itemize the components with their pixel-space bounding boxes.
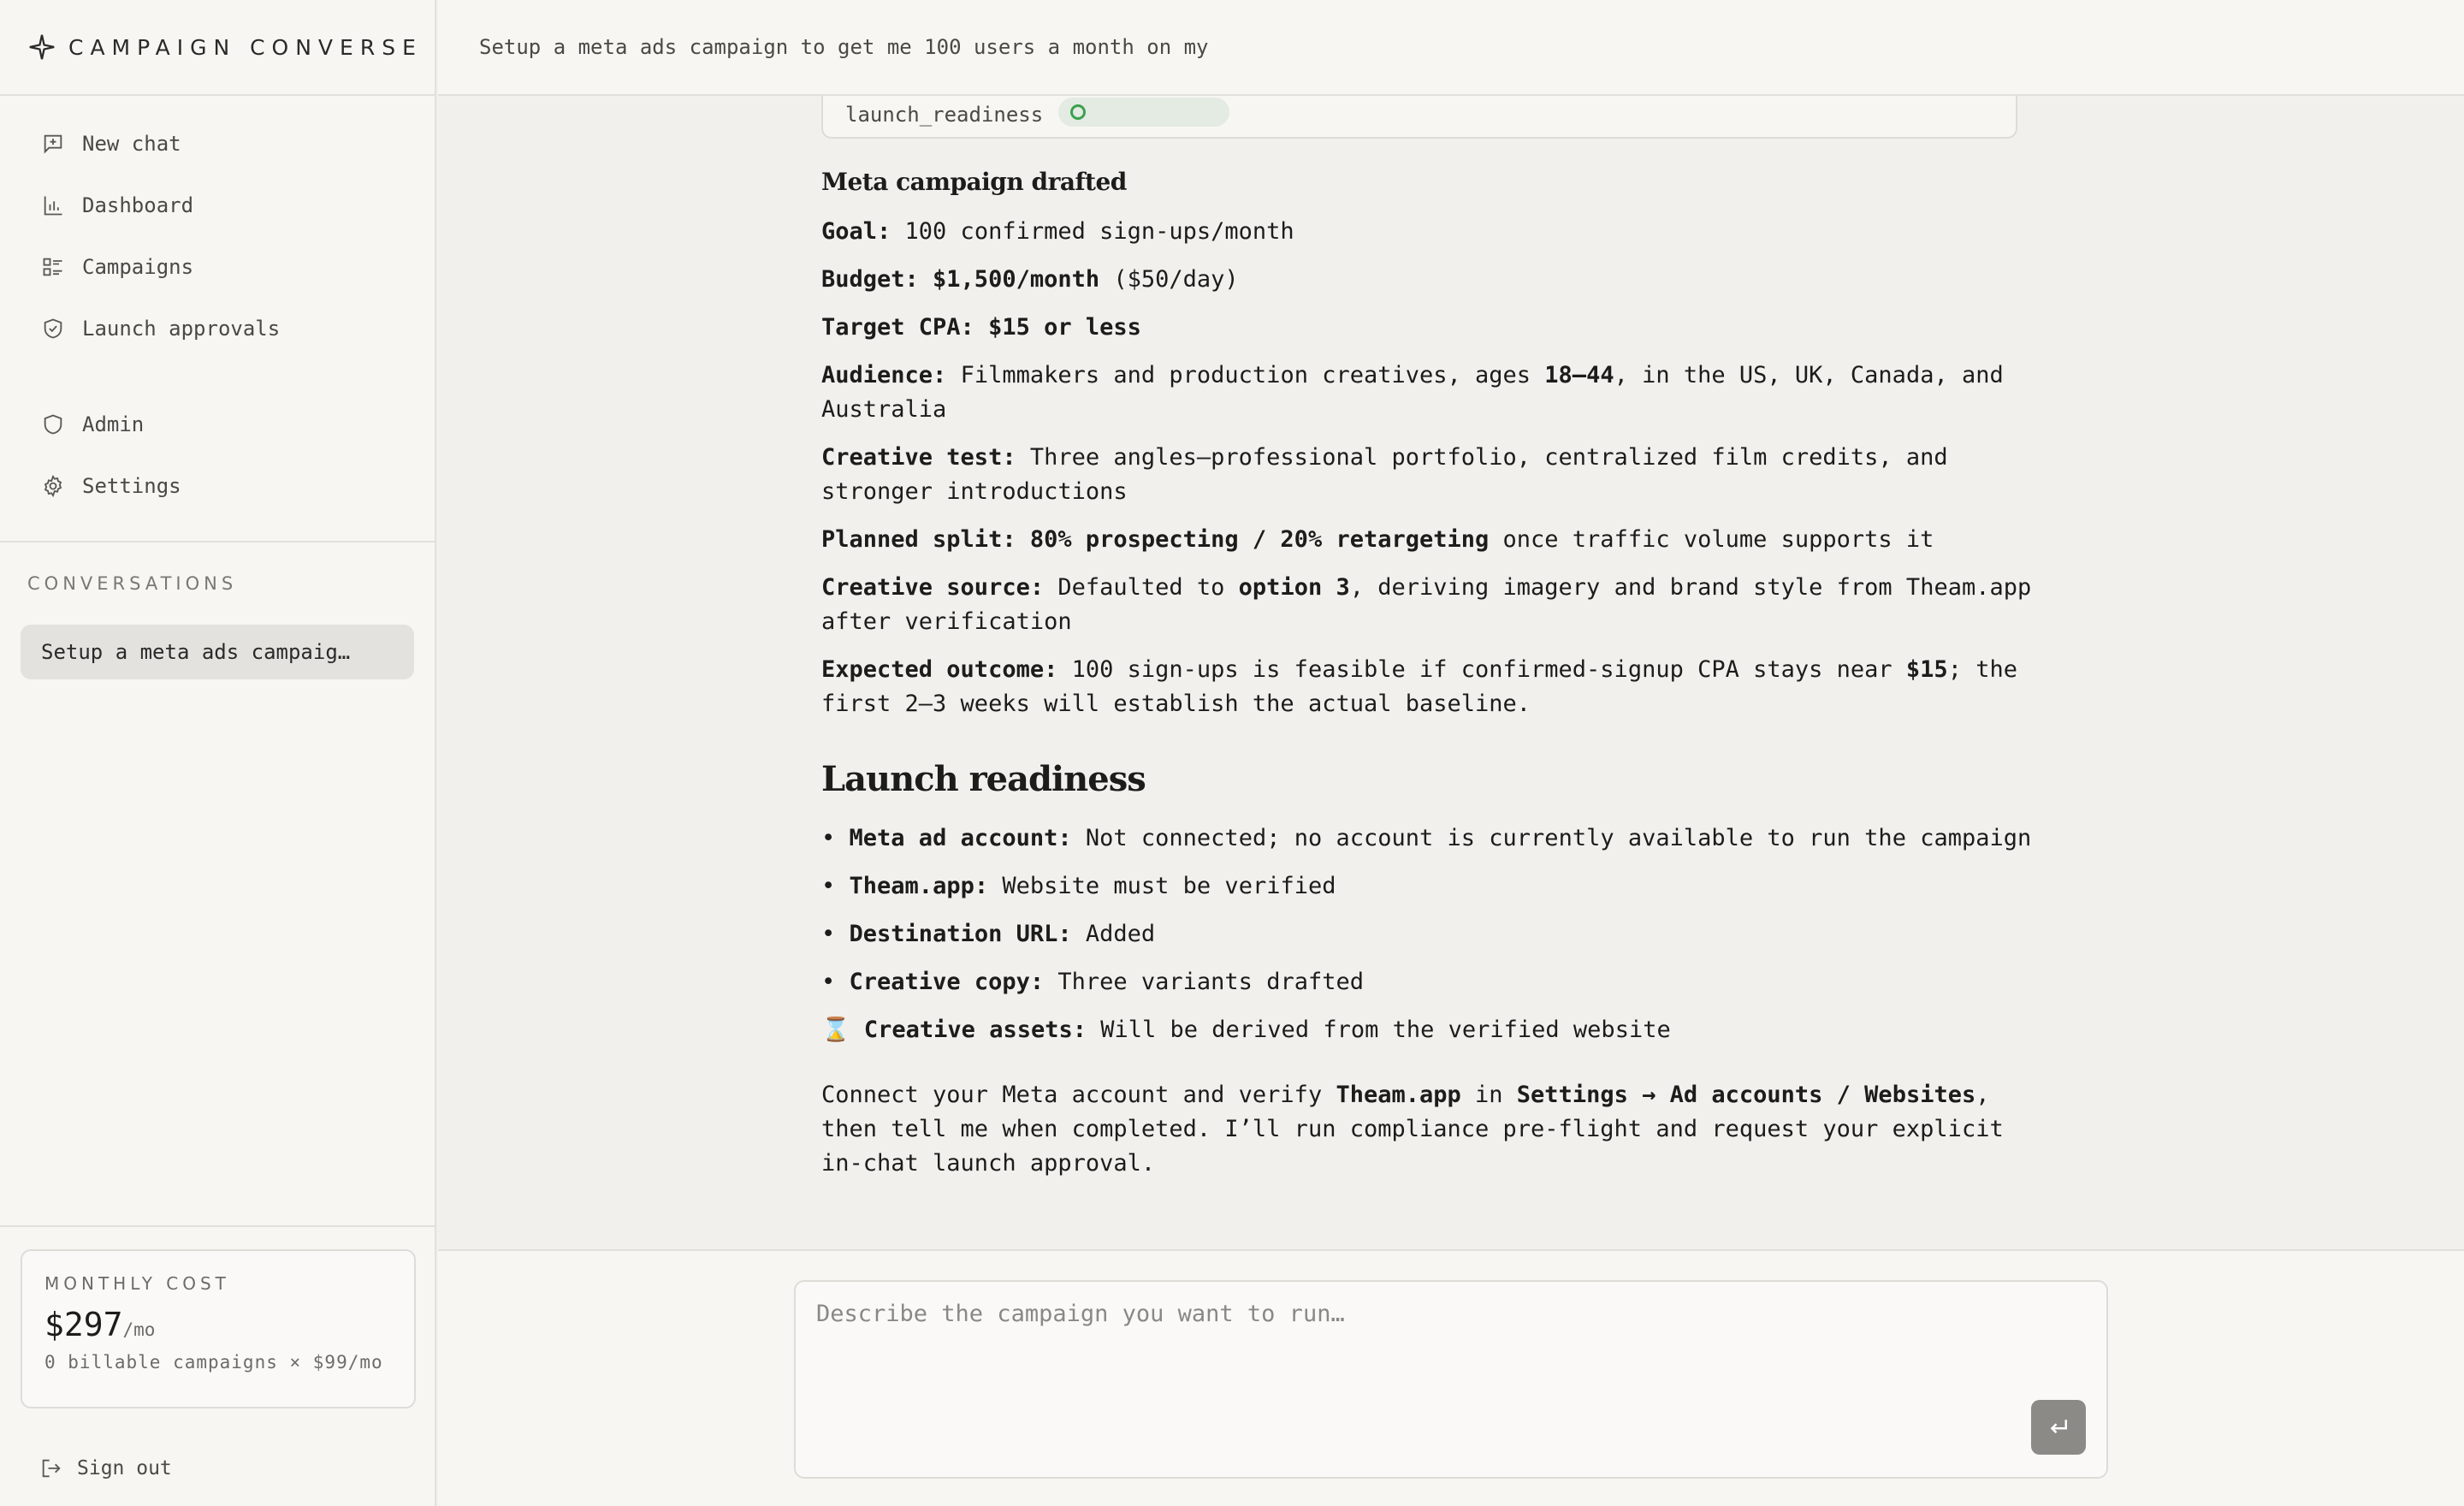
outcome-cpa: $15: [1905, 656, 1948, 683]
shield-icon: [41, 412, 65, 436]
readiness-value: Added: [1071, 921, 1156, 947]
draft-heading: Meta campaign drafted: [821, 168, 1127, 196]
nav-label: Campaigns: [82, 255, 194, 279]
cpa-label: Target CPA: $15 or less: [821, 314, 1141, 341]
composer: [794, 1280, 2108, 1479]
closing-paragraph: [821, 1078, 2036, 1181]
budget-line: [821, 263, 2036, 297]
split-label: Planned split: 80% prospecting / 20% retargeting: [821, 526, 1490, 553]
readiness-label: Creative assets:: [863, 1017, 1087, 1043]
source-line: [821, 571, 2036, 639]
audience-value-1: Filmmakers and production creatives, ages: [946, 362, 1545, 388]
readiness-item: [821, 821, 2036, 856]
bar-chart-icon: [41, 193, 65, 217]
sign-out-button[interactable]: [39, 1456, 172, 1480]
split-value: once traffic volume supports it: [1489, 526, 1934, 553]
shield-check-icon: [41, 317, 65, 341]
nav-admin[interactable]: [0, 394, 435, 455]
nav-spacer: [0, 359, 435, 394]
check-circle-icon: [1070, 104, 1086, 120]
split-line: [821, 523, 2036, 557]
tool-status-badge: [1058, 98, 1229, 127]
readiness-value: Three variants drafted: [1044, 969, 1364, 995]
conversation-title-bar: [438, 0, 2464, 96]
sidebar-footer: [0, 1225, 435, 1506]
readiness-heading: Launch readiness: [821, 759, 1146, 799]
nav-label: Admin: [82, 412, 145, 436]
goal-line: [821, 215, 2036, 249]
hourglass-icon: ⌛: [821, 1017, 850, 1043]
closing-settings-path: Settings → Ad accounts / Websites: [1516, 1082, 1976, 1108]
closing-text-1: Connect your Meta account and verify: [821, 1082, 1336, 1108]
monthly-cost-value: [44, 1306, 414, 1343]
sign-out-label: Sign out: [77, 1457, 172, 1479]
bullet-marker: •: [821, 969, 836, 995]
sign-out-icon: [39, 1456, 63, 1480]
creative-value: Three angles—professional portfolio, centralized film credits, and stronger introductions: [821, 444, 1948, 505]
readiness-item: [821, 965, 2036, 999]
app-name: CAMPAIGN CONVERSE: [68, 34, 423, 60]
readiness-value: Not connected; no account is currently available to run the campaign: [1071, 825, 2032, 851]
audience-value-2: , in the US, UK, Canada, and Australia: [821, 362, 2004, 423]
sparkle-icon: [27, 33, 56, 62]
cost-amount: $297: [44, 1306, 123, 1343]
closing-text-2: in: [1460, 1082, 1517, 1108]
outcome-label: Expected outcome:: [821, 656, 1058, 683]
readiness-value: Will be derived from the verified website: [1086, 1017, 1671, 1043]
tool-call-card[interactable]: [821, 96, 2017, 139]
nav-label: Settings: [82, 474, 181, 498]
budget-label: Budget: $1,500/month: [821, 266, 1100, 293]
closing-text-3: , then tell me when completed. I’ll run compliance pre-flight and request your explicit in-chat launch approval.: [821, 1082, 2004, 1177]
source-option: option 3: [1238, 574, 1350, 601]
composer-area: [438, 1249, 2464, 1506]
budget-value: ($50/day): [1099, 266, 1239, 293]
monthly-cost-note: 0 billable campaigns × $99/mo: [44, 1352, 383, 1373]
creative-label: Creative test:: [821, 444, 1016, 471]
audience-line: [821, 359, 2036, 427]
sidebar: [0, 0, 436, 1506]
nav-campaigns[interactable]: [0, 236, 435, 298]
conversations-heading: CONVERSATIONS: [27, 573, 238, 594]
bullet-marker: •: [821, 825, 836, 851]
closing-site: Theam.app: [1336, 1082, 1461, 1108]
enter-icon: [2046, 1414, 2071, 1440]
nav-label: Launch approvals: [82, 317, 281, 341]
goal-value: 100 confirmed sign-ups/month: [891, 218, 1294, 245]
new-chat-icon: [41, 132, 65, 156]
source-label: Creative source:: [821, 574, 1045, 601]
send-button[interactable]: [2031, 1400, 2086, 1455]
audience-label: Audience:: [821, 362, 947, 388]
outcome-line: [821, 653, 2036, 721]
audience-ages: 18–44: [1544, 362, 1614, 388]
outcome-value-1: 100 sign-ups is feasible if confirmed-signup CPA stays near: [1057, 656, 1906, 683]
chat-area[interactable]: [438, 96, 2464, 1251]
readiness-item: [821, 917, 2036, 952]
conversation-item[interactable]: Setup a meta ads campaig…: [21, 625, 414, 679]
nav-settings[interactable]: [0, 455, 435, 517]
outcome-value-2: ; the first 2–3 weeks will establish the actual baseline.: [821, 656, 2017, 717]
nav-dashboard[interactable]: [0, 175, 435, 236]
tool-name: launch_readiness: [845, 103, 1044, 127]
readiness-item: [821, 869, 2036, 904]
main-nav: [0, 96, 435, 517]
source-value-2: , deriving imagery and brand style from Theam.app after verification: [821, 574, 2032, 635]
readiness-label: Meta ad account:: [849, 825, 1072, 851]
bullet-marker: •: [821, 921, 836, 947]
readiness-label: Destination URL:: [849, 921, 1072, 947]
cpa-line: [821, 311, 2036, 345]
readiness-label: Theam.app:: [849, 873, 989, 899]
creative-line: [821, 441, 2036, 509]
goal-label: Goal:: [821, 218, 891, 245]
nav-label: Dashboard: [82, 193, 194, 217]
campaign-prompt-input[interactable]: [816, 1301, 2014, 1403]
readiness-item: [821, 1013, 2036, 1047]
nav-new-chat[interactable]: [0, 113, 435, 175]
monthly-cost-card: [21, 1249, 416, 1408]
gear-icon: [41, 474, 65, 498]
assistant-message: [821, 156, 2036, 1181]
readiness-value: Website must be verified: [988, 873, 1336, 899]
bullet-marker: •: [821, 873, 836, 899]
list-icon: [41, 255, 65, 279]
nav-launch-approvals[interactable]: [0, 298, 435, 359]
monthly-cost-label: MONTHLY COST: [44, 1273, 230, 1294]
nav-label: New chat: [82, 132, 181, 156]
readiness-label: Creative copy:: [849, 969, 1045, 995]
brand[interactable]: [0, 0, 435, 96]
cost-period: /mo: [122, 1319, 156, 1340]
conversation-title: Setup a meta ads campaign to get me 100 users a month on my: [479, 35, 1209, 59]
source-value-1: Defaulted to: [1044, 574, 1239, 601]
